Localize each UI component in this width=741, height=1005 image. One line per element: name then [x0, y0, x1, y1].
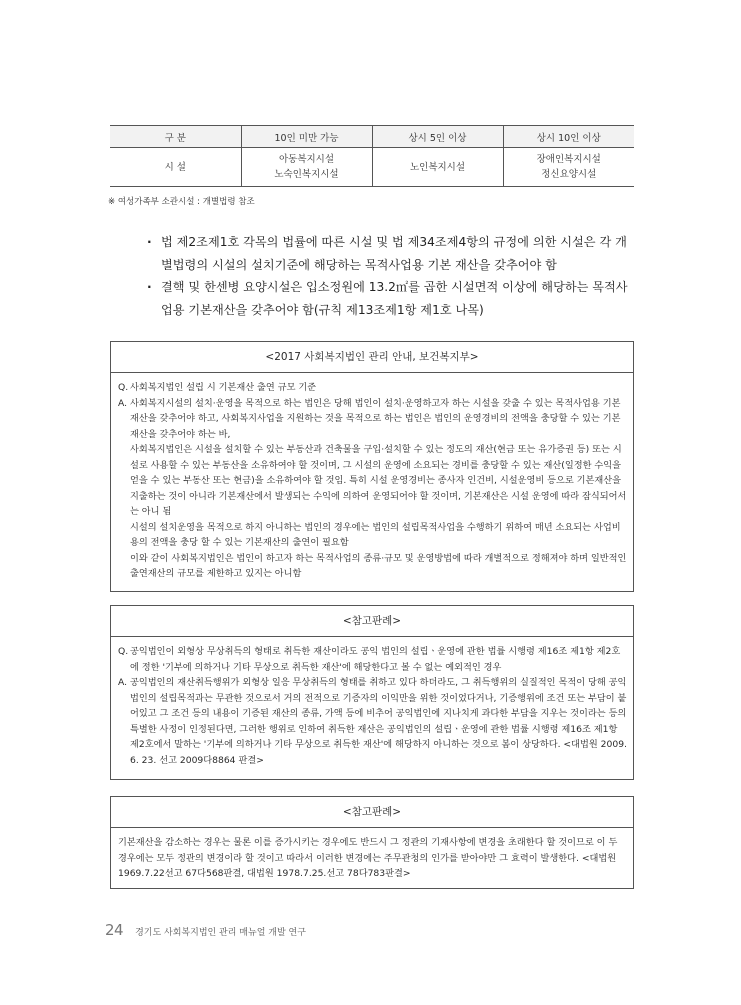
answer-paragraph: 사회복지법인은 시설을 설치할 수 있는 부동산과 건축물을 구입·설치할 수 있는 정도의 재산(현금 또는 유가증권 등) 또는 시설로 사용할 수 있는 부동산을 소유하여야 할 것이며, 그 시설의 운영에 소요되는 경비를 충당할 수 있는 재산(일정한 수익을 얻을 수 있는 부동산 또는 현금)을 소유하여야 할 것임. 특히 시설 운영경비는 종사자 인건비, 시설운영비 등으로 기본재산을 지출하는 것이 아니라 기본재산에서 발생되는 수익에 의하여 운영되어야 할 것이며, 기본재산은 시설 운영에 따라 잠식되어서는 아니 됨	[130, 444, 627, 517]
question-text: 공익법인이 외형상 무상취득의 형태로 취득한 재산이라도 공익 법인의 설립ㆍ운영에 관한 법률 시행령 제16조 제1항 제2호에 정한 '기부에 의하거나 기타 무상으로 취득한 재산'에 해당한다고 볼 수 없는 예외적인 경우	[130, 646, 621, 673]
answer	[118, 396, 627, 582]
table-header-cell: 상시 10인 이상	[503, 126, 634, 148]
cell-line: 장애인복지시설	[536, 154, 601, 165]
cell-line: 노인복지시설	[409, 161, 466, 173]
footer-title: 경기도 사회복지법인 관리 매뉴얼 개발 연구	[135, 928, 306, 938]
question-text: 사회복지법인 설립 시 기본재산 출연 규모 기준	[130, 382, 317, 393]
table-cell	[372, 148, 503, 187]
facility-table	[110, 125, 634, 187]
page-number: 24	[105, 921, 124, 939]
cell-line: 노숙인복지시설	[274, 169, 339, 180]
precedent-box-title: <참고판례>	[111, 797, 633, 828]
row-label-cell: 시 설	[110, 148, 241, 187]
table-row	[110, 148, 634, 187]
bullet-item: · 법 제2조제1호 각목의 법률에 따른 시설 및 법 제34조제4항의 규정에 의한 시설은 각 개별법령의 시설의 설치기준에 해당하는 목적사업용 기본 재산을 갖추어야 함	[145, 231, 637, 276]
answer-paragraph: 시설의 설치운영을 목적으로 하지 아니하는 법인의 경우에는 법인의 설립목적사업을 수행하기 위하여 매년 소요되는 사업비용의 전액을 충당 할 수 있는 기본재산의 출연이 필요함	[130, 521, 621, 548]
answer-mark: A.	[118, 397, 128, 409]
precedent-text: 기본재산을 감소하는 경우는 물론 이를 증가시키는 경우에도 반드시 그 정관의 기재사항에 변경을 초래한다 할 것이므로 이 두 경우에는 모두 정관의 변경이라 할 것이고 따라서 이러한 변경에는 주무관청의 인가를 받아야만 그 효력이 발생한다. <대법원 1969.7.22선고 67다568판결, 대법원 1978.7.25.선고 78다783판결>	[118, 837, 618, 879]
table-header-row	[110, 126, 634, 148]
answer-text: 사회복지시설의 설치·운영을 목적으로 하는 법인은 당해 법인이 설치·운영하고자 하는 시설을 갖출 수 있는 목적사업용 기본재산을 갖추어야 하고, 사회복지사업을 지원하는 것을 목적으로 하는 법인은 법인의 운영경비의 전액을 충당할 수 있는 기본재산을 갖추어야 하는 바,	[130, 397, 621, 440]
guide-box-title: <2017 사회복지법인 관리 안내, 보건복지부>	[111, 342, 633, 373]
precedent-box	[110, 796, 634, 889]
question	[118, 644, 627, 675]
table-header-cell: 상시 5인 이상	[372, 126, 503, 148]
answer-body	[130, 396, 627, 582]
page-footer	[105, 921, 306, 939]
answer-paragraph: 이와 같이 사회복지법인은 법인이 하고자 하는 목적사업의 종류·규모 및 운영방법에 따라 개별적으로 정해져야 하며 일반적인 출연재산의 규모를 제한하고 있지는 아니함	[130, 552, 627, 579]
precedent-box-body	[111, 828, 633, 882]
precedent-box-body	[111, 637, 633, 768]
table-cell	[241, 148, 372, 187]
precedent-box	[110, 605, 634, 780]
guide-box	[110, 341, 634, 592]
question-mark: Q.	[118, 646, 129, 657]
answer-mark: A.	[118, 677, 128, 688]
table-header-cell: 구 분	[110, 126, 241, 148]
table-header-cell: 10인 미만 가능	[241, 126, 372, 148]
bullet-item: · 결핵 및 한센병 요양시설은 입소정원에 13.2㎡를 곱한 시설면적 이상에 해당하는 목적사업용 기본재산을 갖추어야 함(규칙 제13조제1항 제1호 나목)	[145, 276, 637, 321]
bullet-list	[145, 231, 637, 321]
table-cell	[503, 148, 634, 187]
answer-text: 공익법인의 재산취득행위가 외형상 일응 무상취득의 형태를 취하고 있다 하더라도, 그 취득행위의 실질적인 목적이 당해 공익법인의 설립목적과는 무관한 것으로서 거의 전적으로 기증자의 이익만을 위한 것이었다거나, 기증행위에 조건 또는 부담이 붙어있고 그 조건 등의 내용이 기증된 재산의 종류, 가액 등에 비추어 공익법인에 지나치게 과다한 부담을 지우는 것이라는 등의 특별한 사정이 인정된다면, 그러한 행위로 인하여 취득한 재산은 공익법인의 설립ㆍ운영에 관한 법률 시행령 제16조 제1항 제2호에서 말하는 '기부에 의하거나 기타 무상으로 취득한 재산'에 해당하지 아니하는 것으로 봄이 상당하다. <대법원 2009. 6. 23. 선고 2009다8864 판결>	[130, 677, 627, 766]
guide-box-body	[111, 373, 633, 582]
cell-line: 아동복지시설	[278, 154, 335, 165]
question-mark: Q.	[118, 382, 129, 393]
table-note: ※ 여성가족부 소관시설 : 개별법령 참조	[108, 197, 255, 207]
cell-line: 정신요양시설	[541, 169, 597, 180]
precedent-box-title: <참고판례>	[111, 606, 633, 637]
answer	[118, 675, 627, 768]
question	[118, 380, 627, 396]
